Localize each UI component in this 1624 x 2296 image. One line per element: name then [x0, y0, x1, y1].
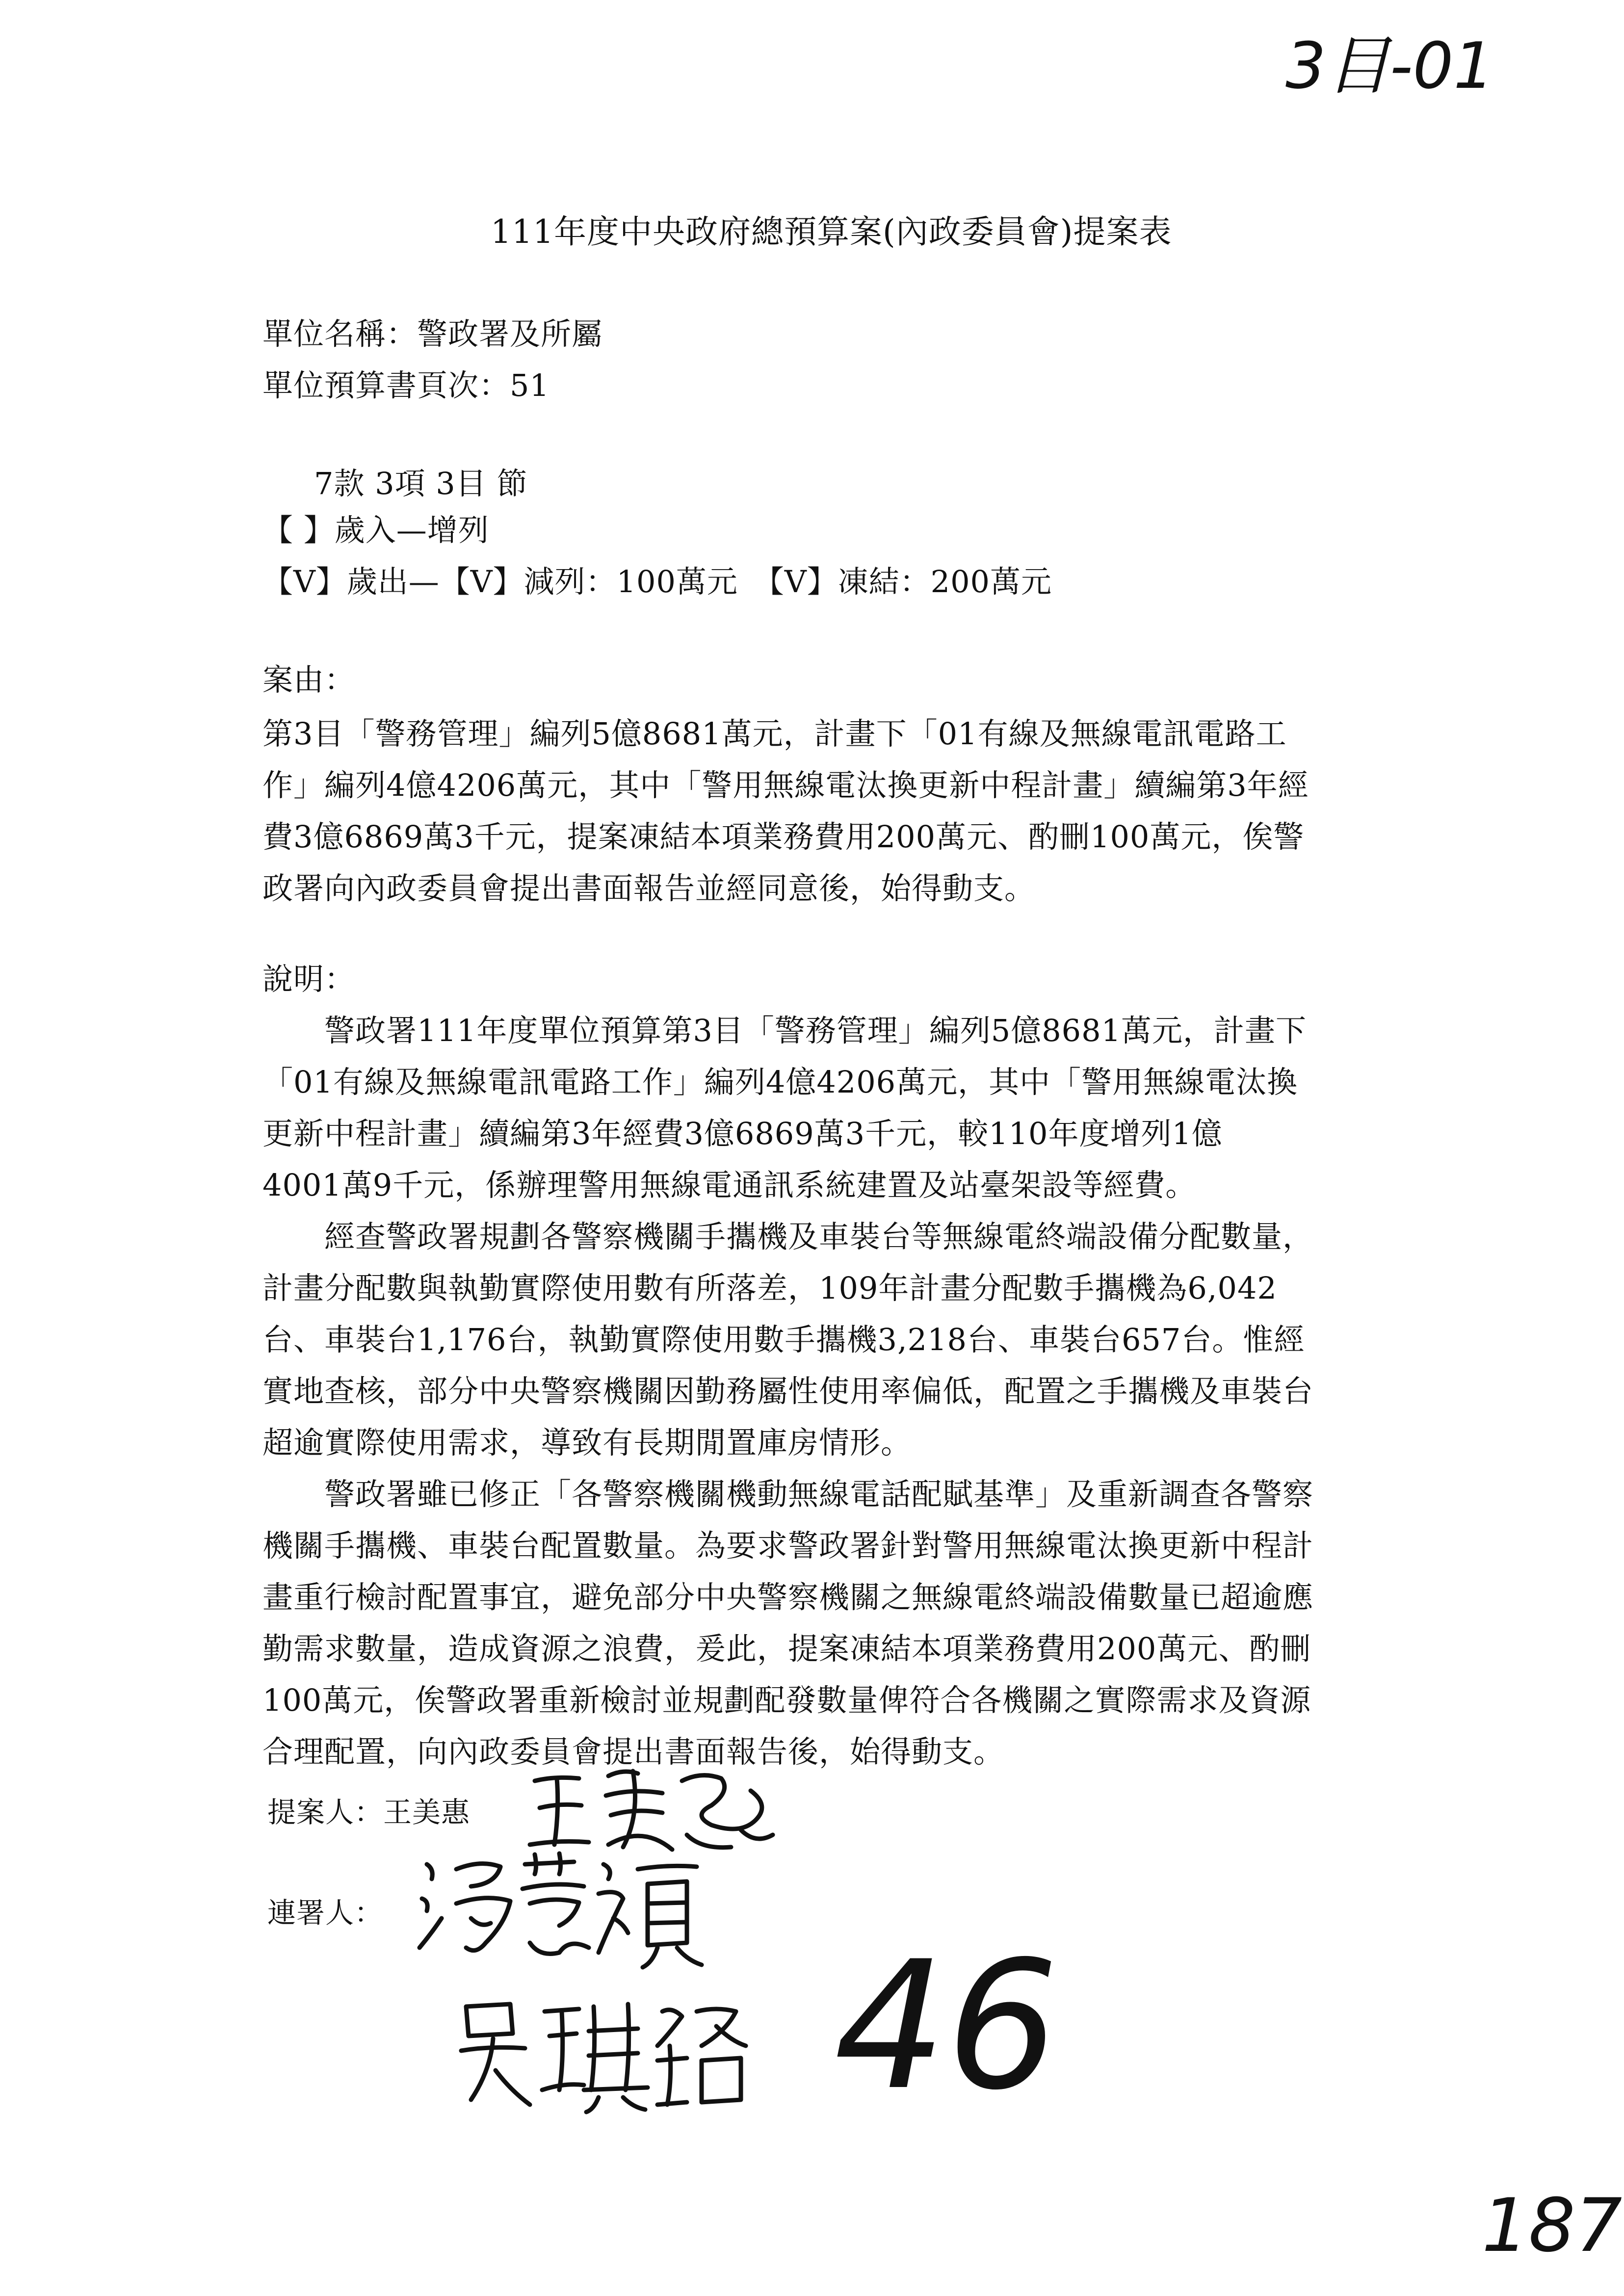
expenditure-line: 【V】歲出—【V】減列：100萬元 【V】凍結：200萬元 — [262, 564, 1052, 600]
explanation-line: 實地查核，部分中央警察機關因勤務屬性使用率偏低，配置之手攜機及車裝台 — [262, 1373, 1314, 1409]
explanation-line: 更新中程計畫」續編第3年經費3億6869萬3千元，較110年度增列1億 — [262, 1116, 1223, 1151]
signature-cosigner-2 — [451, 1992, 756, 2114]
explanation-line: 機關手攜機、車裝台配置數量。為要求警政署針對警用無線電汰換更新中程計 — [262, 1528, 1314, 1564]
unit-name: 單位名稱：警政署及所屬 — [262, 316, 603, 352]
corner-note: 3目-01 — [1285, 28, 1494, 103]
explanation-line: 「01有線及無線電訊電路工作」編列4億4206萬元，其中「警用無線電汰換 — [262, 1064, 1298, 1100]
explanation-line: 台、車裝台1,176台，執勤實際使用數手攜機3,218台、車裝台657台。惟經 — [262, 1322, 1305, 1357]
reason-line: 政署向內政委員會提出書面報告並經同意後，始得動支。 — [262, 870, 1036, 906]
explanation-line: 100萬元，俟警政署重新檢討並規劃配發數量俾符合各機關之實際需求及資源 — [262, 1682, 1311, 1718]
cosigner-label: 連署人： — [267, 1896, 384, 1930]
budget-item: 7款 3項 3目 節 — [314, 466, 528, 501]
reason-line: 費3億6869萬3千元，提案凍結本項業務費用200萬元、酌刪100萬元，俟警 — [262, 819, 1305, 855]
explanation-line: 畫重行檢討配置事宜，避免部分中央警察機關之無線電終端設備數量已超逾應 — [262, 1579, 1314, 1615]
explanation-line: 合理配置，向內政委員會提出書面報告後，始得動支。 — [262, 1734, 1005, 1770]
page-number: 187 — [1482, 2183, 1623, 2269]
reason-line: 第3目「警務管理」編列5億8681萬元，計畫下「01有線及無線電訊電路工 — [262, 716, 1287, 752]
document-title: 111年度中央政府總預算案(內政委員會)提案表 — [491, 213, 1172, 251]
explanation-line: 計畫分配數與執勤實際使用數有所落差，109年計畫分配數手攜機為6,042 — [262, 1270, 1277, 1306]
signature-cosigner-1 — [412, 1845, 716, 1972]
unit-budget-page: 單位預算書頁次：51 — [262, 367, 550, 403]
explanation-line: 警政署111年度單位預算第3目「警務管理」編列5億8681萬元，計畫下 — [262, 1013, 1307, 1048]
explanation-line: 勤需求數量，造成資源之浪費，爰此，提案凍結本項業務費用200萬元、酌刪 — [262, 1631, 1311, 1667]
explanation-line: 經查警政署規劃各警察機關手攜機及車裝台等無線電終端設備分配數量， — [262, 1219, 1314, 1254]
revenue-line: 【 】歲入—增列 — [262, 512, 489, 548]
handwritten-count: 46 — [834, 1923, 1059, 2129]
reason-heading: 案由： — [262, 662, 356, 698]
explanation-heading: 說明： — [262, 961, 356, 997]
proposer-label: 提案人：王美惠 — [267, 1796, 471, 1829]
reason-line: 作」編列4億4206萬元，其中「警用無線電汰換更新中程計畫」續編第3年經 — [262, 767, 1309, 803]
explanation-line: 4001萬9千元，係辦理警用無線電通訊系統建置及站臺架設等經費。 — [262, 1167, 1197, 1203]
explanation-line: 警政署雖已修正「各警察機關機動無線電話配賦基準」及重新調查各警察 — [262, 1476, 1314, 1512]
explanation-line: 超逾實際使用需求，導致有長期閒置庫房情形。 — [262, 1425, 912, 1461]
